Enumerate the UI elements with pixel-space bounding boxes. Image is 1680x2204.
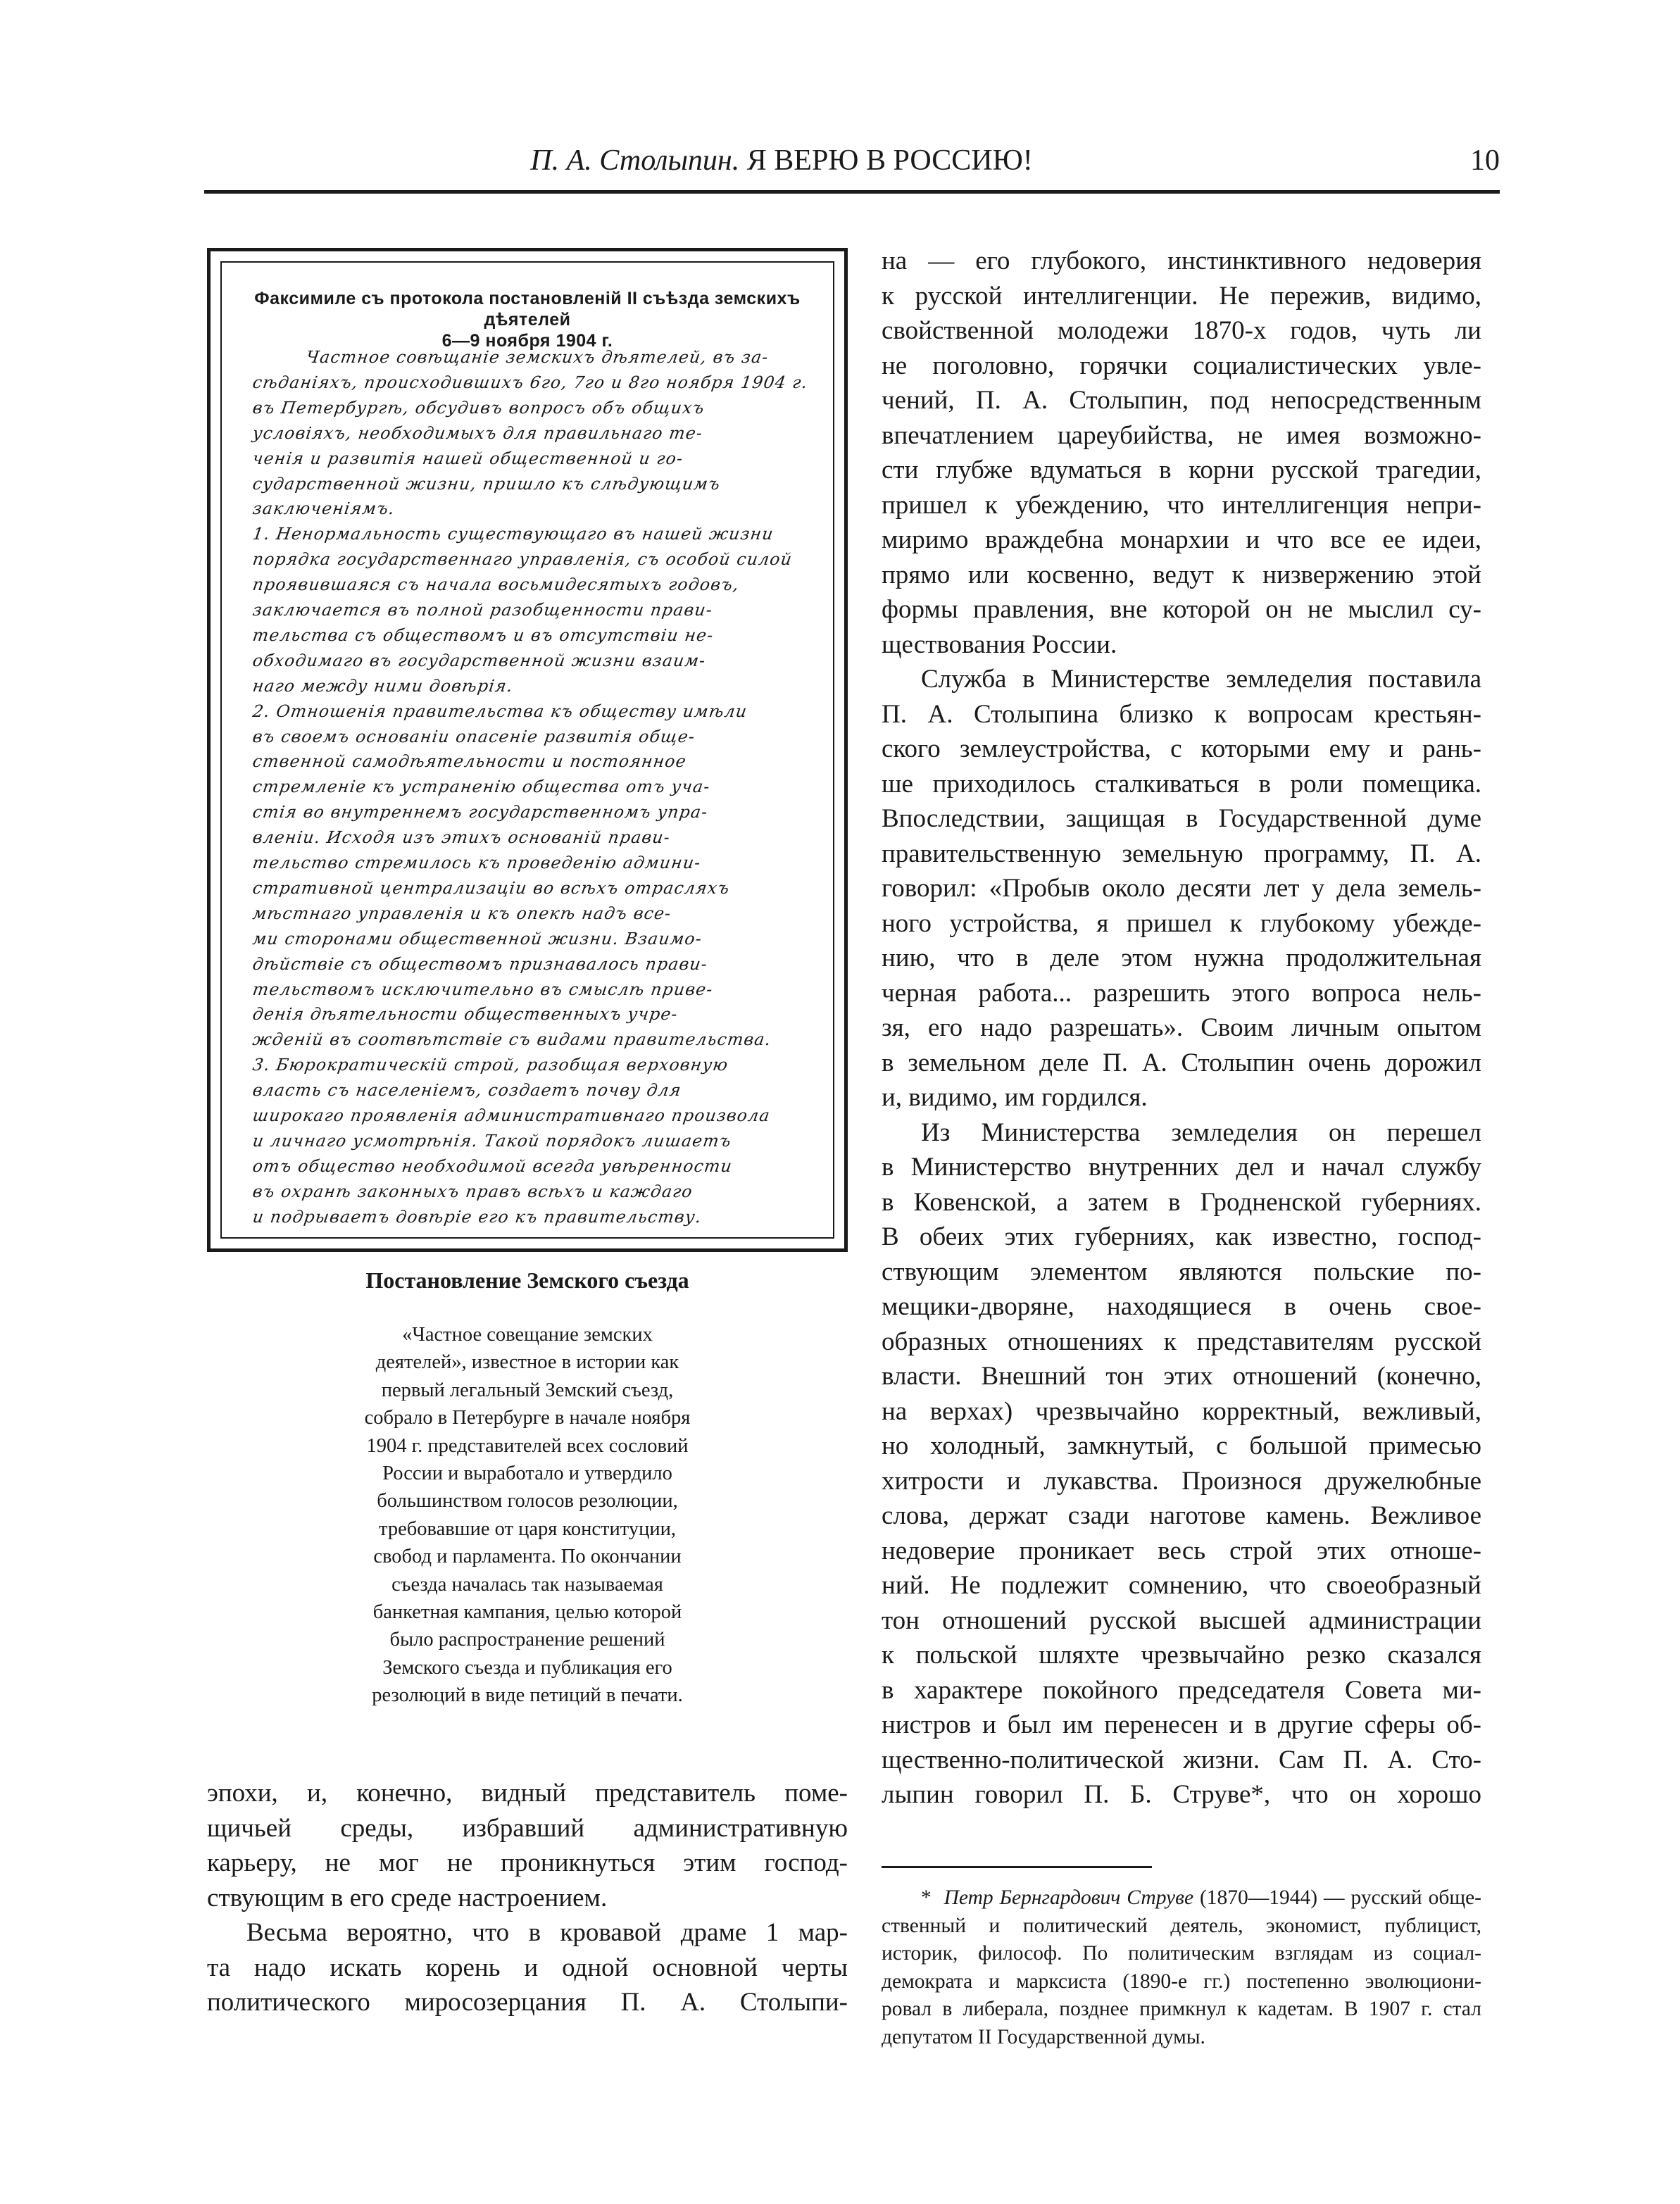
footnote-line: ственный и политический деятель, экономист, публицист, [882,1914,1481,1937]
text-line: тон отношений русской высшей администрации [882,1605,1481,1635]
handwriting-line: 3. Бюрократическій строй, разобщая верховную [251,1055,730,1075]
text-line: нию, что в деле этом нужна продолжительная [882,944,1481,972]
facsimile-title [243,288,812,351]
text-line: к польской шляхте чрезвычайно резко сказался [882,1641,1481,1670]
text-line: щественно-политической жизни. Сам П. А. Сто- [882,1745,1481,1774]
text-line: ского землеустройства, с которыми ему и рань- [882,734,1481,763]
text-line: В обеих этих губерниях, как известно, господ- [882,1222,1481,1251]
left-column-text [207,1776,848,2020]
text-line: эпохи, и, конечно, видный представитель поме- [207,1779,848,1808]
text-line: Впоследствии, защищая в Государственной думе [882,804,1481,833]
text-line: миримо враждебна монархии и что все ее идеи, [882,525,1481,554]
text-line: на — его глубокого, инстинктивного недоверия [882,246,1481,275]
text-line: Весьма вероятно, что в кровавой драме 1 мар- [246,1918,848,1947]
handwriting-line: и подрываетъ довѣріе его къ правительству. [251,1206,703,1227]
caption-line: деятелей», известное в истории как [375,1351,679,1374]
text-line: ного устройства, я пришел к глубокому убежде- [882,908,1481,938]
facsimile-frame [207,248,848,1252]
handwriting-line: денія дѣятельности общественныхъ учре- [251,1004,679,1025]
caption-line: было распространение решений [389,1629,665,1651]
handwriting-line: стративной централизаціи во всѣхъ отрасляхъ [251,877,732,898]
text-line: черная работа... разрешить этого вопроса нель- [882,978,1481,1008]
handwriting-line: ченія и развитія нашей общественной и го- [251,448,685,468]
footnote [882,1884,1481,2051]
footnote-divider [882,1866,1152,1868]
footnote-first-line [882,1884,1481,1912]
running-header [204,134,1500,194]
caption-line: Земского съезда и публикация его [382,1656,672,1679]
caption-body [310,1321,745,1710]
footnote-line: ровал в либерала, позднее примкнул к кадетам. В 1907 г. стал [882,1998,1481,2020]
text-line: впечатлением цареубийства, не имея возможно- [882,420,1481,450]
caption-line: свобод и парламента. По окончании [373,1546,682,1568]
text-line: мещики-дворяне, находящиеся в очень свое- [882,1292,1481,1321]
text-line: нистров и был им перенесен и в другие сферы об- [882,1710,1481,1739]
text-line: в Ковенской, а затем в Гродненской губерниях. [882,1187,1481,1217]
handwriting-line: заключеніямъ. [251,499,396,519]
facsimile-document [220,261,834,1239]
text-line: к русской интеллигенции. Не пережив, видимо, [882,281,1481,311]
footnote-person-name: Петр Бернгардович Струве [944,1886,1194,1909]
text-line: сти глубже вдуматься в корни русской трагедии, [882,456,1481,484]
text-line: не поголовно, горячки социалистических увле- [882,351,1481,380]
handwriting-line: стія во внутреннемъ государственномъ упра- [251,802,710,822]
text-line: ний. Не подлежит сомнению, что своеобразный [882,1571,1481,1600]
caption-title: Постановление Земского съезда [365,1267,689,1293]
header-book-title: Я ВЕРЮ В РОССИЮ! [746,144,1033,177]
facsimile-title-line: Факсимиле съ протокола постановленій II съѣзда земскихъ дѣятелей [254,289,801,330]
handwriting-line: вленіи. Исходя изъ этихъ основаній прави- [251,827,672,848]
handwriting-line: ми сторонами общественной жизни. Взаимо- [251,928,704,948]
handwriting-line: порядка государственнаго управленія, съ особой силой [251,549,794,570]
header-author: П. А. Столыпин. [530,144,740,177]
text-line: прямо или косвенно, ведут к низвержению этой [882,560,1481,589]
handwriting-line: тельство стремилось къ проведенію админи- [251,853,703,872]
text-line: формы правления, вне которой он не мыслил су- [882,595,1481,624]
footnote-line: историк, философ. По политическим взглядам из социал- [882,1942,1481,1965]
caption-line: резолюций в виде петиций в печати. [372,1684,683,1707]
text-line: карьеру, не мог не проникнуться этим господ- [207,1848,848,1877]
handwriting-line: заключается въ полной разобщенности прави- [251,600,715,620]
text-line: в земельном деле П. А. Столыпин очень дорожил [882,1048,1481,1077]
handwriting-line: Частное совѣщаніе земскихъ дѣятелей, въ за- [305,347,770,367]
handwriting-line: сударственной жизни, пришло къ слѣдующимъ [251,473,722,494]
footnote-marker: * [921,1886,932,1909]
text-line: говорил: «Пробыв около десяти лет у дела земель- [882,874,1481,903]
handwriting-line: отъ общество необходимой всегда увѣренности [251,1156,734,1176]
handwriting-line: ственной самодѣятельности и постоянное [251,751,688,772]
text-line: Из Министерства земледелия он перешел [921,1117,1481,1147]
handwriting-line: сѣданіяхъ, происходившихъ 6го, 7го и 8го ноября 1904 г. [251,372,810,392]
text-line: в Министерство внутренних дел и начал службу [882,1153,1481,1182]
text-line: хитрости и лукавства. Произнося дружелюбные [882,1466,1481,1496]
handwriting-line: наго между ними довѣрія. [251,675,515,696]
facsimile-title-line: 6—9 ноября 1904 г. [441,331,613,351]
handwriting-line: тельствомъ исключительно въ смыслѣ приве- [251,979,715,999]
text-line: и, видимо, им гордился. [882,1083,1148,1112]
handwriting-line: жденій въ соотвѣтствіе съ видами правительства. [251,1029,773,1050]
text-line: щичьей среды, избравший административную [207,1813,848,1843]
caption-line: России и выработало и утвердило [382,1463,672,1485]
caption-line: большинством голосов резолюции, [377,1490,678,1513]
handwriting-line: 2. Отношенія правительства къ обществу имѣли [251,701,749,721]
handwriting-line: дѣйствіе съ обществомъ признавалось прави- [251,953,710,974]
text-line: недоверие проникает весь строй этих отноше- [882,1536,1481,1565]
caption-line: первый легальный Земский съезд, [381,1379,674,1401]
page-number: 10 [1470,144,1500,177]
handwriting-line: и личнаго усмотрѣнія. Такой порядокъ лишаетъ [251,1130,733,1151]
caption-line: 1904 г. представителей всех сословий [366,1434,689,1457]
handwriting-line: власть съ населеніемъ, создаетъ почву для [251,1080,683,1101]
text-line: зя, его надо разрешать». Своим личным опытом [882,1013,1481,1042]
handwriting-line: въ своемъ основаніи опасеніе развитія обще- [251,726,697,746]
text-line: ствующим элементом являются польские по- [882,1257,1481,1286]
text-line: пришел к убеждению, что интеллигенция непри- [882,490,1481,520]
text-line: чений, П. А. Столыпин, под непосредственным [882,386,1481,415]
text-line: та надо искать корень и одной основной черты [207,1953,848,1982]
text-line: на верхах) чрезвычайно корректный, вежливый, [882,1396,1481,1426]
right-column-text [882,244,1481,1812]
handwriting-line: въ Петербургѣ, обсудивъ вопросъ объ общихъ [251,397,706,418]
text-line: Служба в Министерстве земледелия поставила [921,665,1481,694]
handwriting-line: широкаго проявленія административнаго произвола [251,1106,772,1125]
text-line: образных отношениях к представителям русской [882,1327,1481,1356]
footnote-line: депутатом II Государственной думы. [882,2025,1205,2048]
caption-line: съезда началась так называемая [391,1573,663,1596]
text-line: свойственной молодежи 1870-х годов, чуть ли [882,316,1481,345]
text-line: П. А. Столыпина близко к вопросам крестьян- [882,699,1481,729]
caption-line: требовавшие от царя конституции, [379,1517,676,1540]
caption-line: банкетная кампания, целью которой [372,1601,682,1624]
handwriting-line: тельства съ обществомъ и въ отсутствіи не- [251,625,715,645]
handwriting-line: проявившаяся съ начала восьмидесятыхъ годовъ, [251,575,741,595]
handwriting-line: условіяхъ, необходимыхъ для правильнаго те- [251,422,705,443]
footnote-first-line-rest: (1870—1944) — русский обще- [1193,1886,1481,1909]
text-line: слова, держат сзади наготове камень. Вежливое [882,1501,1481,1530]
text-line: лыпин говорил П. Б. Струве*, что он хорошо [882,1780,1481,1809]
text-line: правительственную земельную программу, П. А. [882,839,1481,868]
text-line: в характере покойного председателя Совета ми- [882,1675,1481,1705]
text-line: политического миросозерцания П. А. Столыпи- [207,1988,848,2017]
handwriting-line: стремленіе къ устраненію общества отъ уча- [251,777,712,797]
handwriting-line: въ охранѣ законныхъ правъ всѣхъ и каждаго [251,1181,694,1201]
text-line: ствующим в его среде настроением. [207,1883,608,1912]
text-line: ществования России. [882,630,1117,659]
caption-line: «Частное совещание земских [402,1324,653,1346]
text-line: но холодный, замкнутый, с большой примесью [882,1432,1481,1460]
footnote-line: демократа и марксиста (1890-е гг.) постепенно эволюциони- [882,1970,1481,1993]
handwriting-line: обходимаго въ государственной жизни взаим- [251,650,708,670]
caption-line: собрало в Петербурге в начале ноября [364,1407,691,1429]
handwriting-line: 1. Ненормальность существующаго въ нашей жизни [251,524,775,544]
text-line: ше приходилось сталкиваться в роли помещика. [882,769,1481,799]
text-line: власти. Внешний тон этих отношений (конечно, [882,1362,1481,1391]
header-title [204,144,1359,177]
handwriting-line: мѣстнаго управленія и къ опекѣ надъ все- [251,903,673,923]
